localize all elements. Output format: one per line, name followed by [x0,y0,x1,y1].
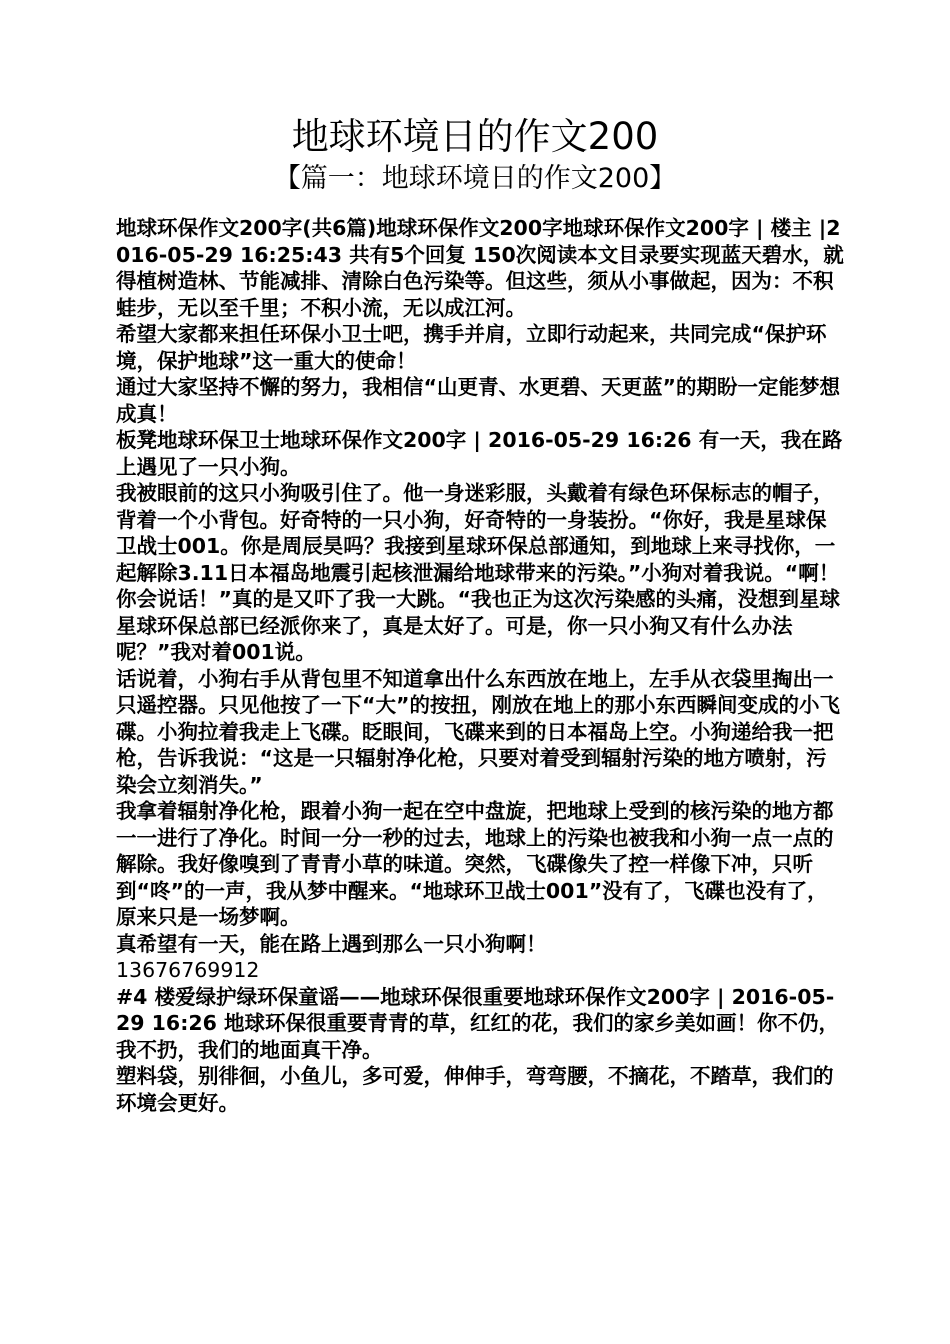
paragraph: 地球环保作文200字(共6篇)地球环保作文200字地球环保作文200字 | 楼主 |2016-05-29 16:25:43 共有5个回复 150次阅读本文目录要实现蓝天碧水，就得植树造林、节能减排、清除白色污染等。但这些，须从小事做起，因为：不积蛙步，无以至千里；不积小流，无以成江河。 [116,216,844,320]
document-body [116,215,844,1116]
paragraph: 通过大家坚持不懈的努力，我相信“山更青、水更碧、天更蓝”的期盼一定能梦想成真！ [116,375,840,426]
paragraph: 我被眼前的这只小狗吸引住了。他一身迷彩服，头戴着有绿色环保标志的帽子，背着一个小背包。好奇特的一只小狗，好奇特的一身装扮。“你好，我是星球保卫战士001。你是周辰昊吗？我接到星球环保总部通知，到地球上来寻找你，一起解除3.11日本福岛地震引起核泄漏给地球带来的污染。”小狗对着我说。“啊！你会说话！”真的是又吓了我一大跳。“我也正为这次污染感的头痛，没想到星球星球环保总部已经派你来了，真是太好了。可是，你一只小狗又有什么办法呢？”我对着001说。 [116,481,840,664]
document-title: 地球环境日的作文200 [291,115,659,158]
paragraph: 我拿着辐射净化枪，跟着小狗一起在空中盘旋，把地球上受到的核污染的地方都一一进行了净化。时间一分一秒的过去，地球上的污染也被我和小狗一点一点的解除。我好像嗅到了青青小草的味道。突然，飞碟像失了控一样像下冲，只听到“咚”的一声，我从梦中醒来。“地球环卫战士001”没有了，飞碟也没有了，原来只是一场梦啊。 [116,799,834,929]
paragraph: #4 楼爱绿护绿环保童谣——地球环保很重要地球环保作文200字 | 2016-05-29 16:26 地球环保很重要青青的草，红红的花，我们的家乡美如画！你不仍，我不扔，我们的地面真干净。 [116,984,840,1062]
phone-number: 13676769912 [116,958,260,982]
paragraph: 板凳地球环保卫士地球环保作文200字 | 2016-05-29 16:26 有一天，我在路上遇见了一只小狗。 [116,428,843,479]
document-subtitle: 【篇一：地球环境日的作文200】 [273,163,677,194]
paragraph: 话说着，小狗右手从背包里不知道拿出什么东西放在地上，左手从衣袋里掏出一只遥控器。只见他按了一下“大”的按扭，刚放在地上的那小东西瞬间变成的小飞碟。小狗拉着我走上飞碟。眨眼间，飞碟来到的日本福岛上空。小狗递给我一把枪，告诉我说：“这是一只辐射净化枪，只要对着受到辐射污染的地方喷射，污染会立刻消失。” [116,666,840,797]
paragraph: 塑料袋，别徘徊，小鱼儿，多可爱，伸伸手，弯弯腰，不摘花，不踏草，我们的环境会更好。 [116,1064,834,1115]
paragraph: 真希望有一天，能在路上遇到那么一只小狗啊！ [116,931,547,956]
paragraph: 希望大家都来担任环保小卫士吧，携手并肩，立即行动起来，共同完成“保护环境，保护地球”这一重大的使命！ [116,322,827,373]
